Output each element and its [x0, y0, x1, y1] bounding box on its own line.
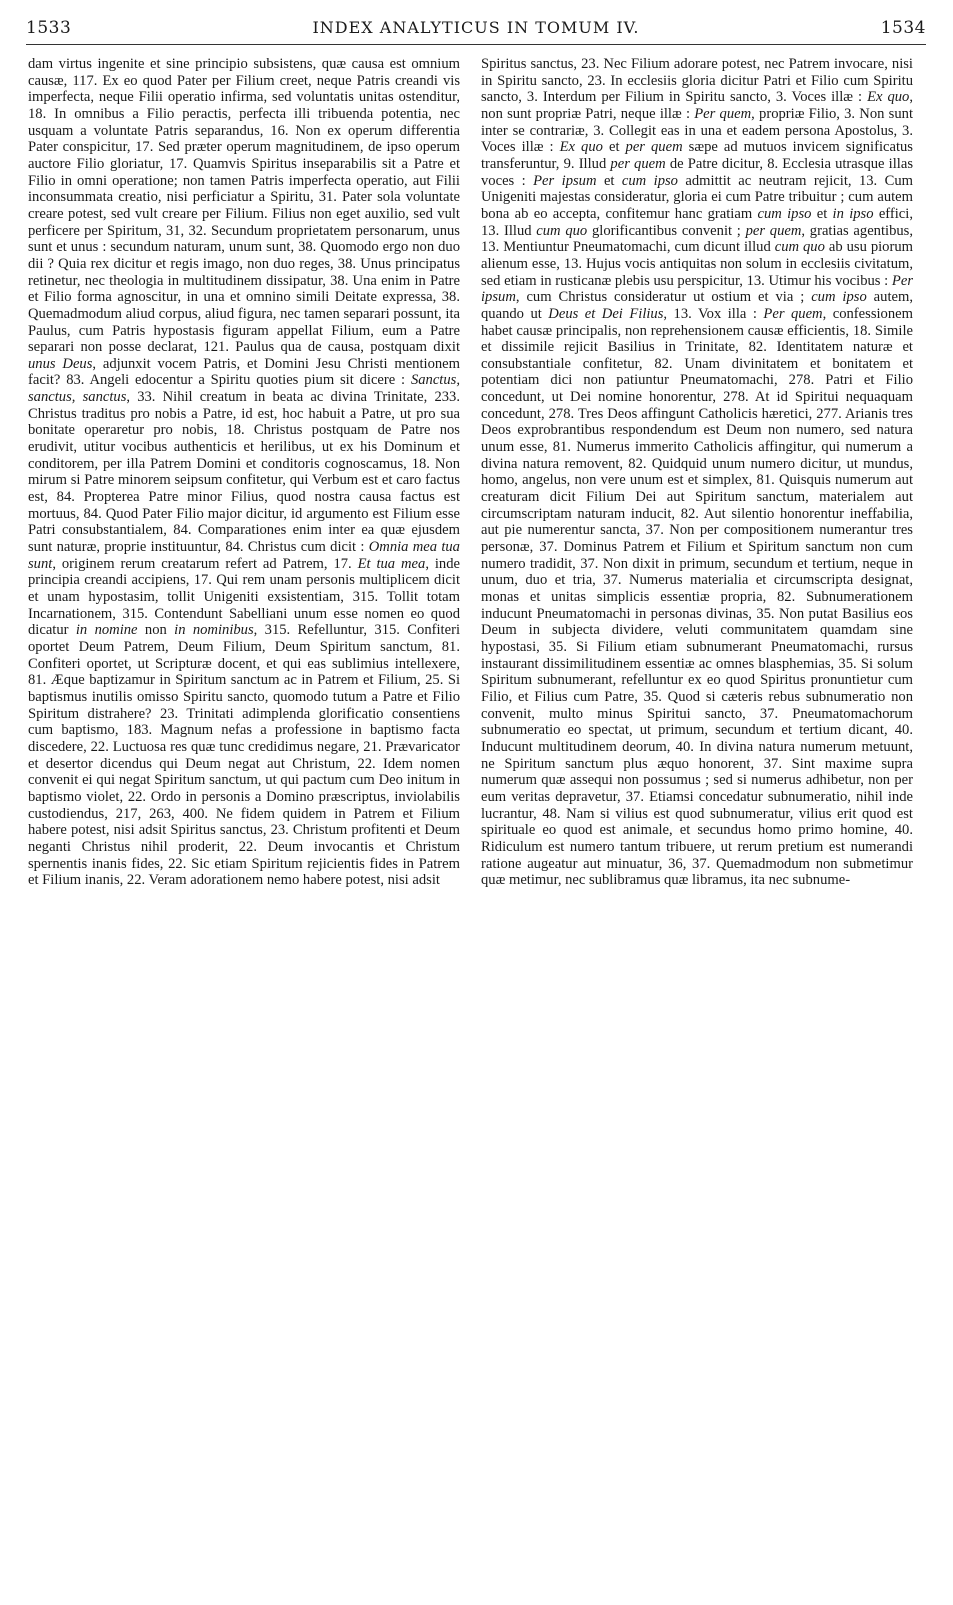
italic-term: Et tua mea: [357, 555, 426, 572]
header-rule: [26, 44, 926, 45]
italic-term: Per quem: [763, 305, 823, 322]
text-run: sæpe ad mutuos invicem significatus transferuntur, 9. Illud: [481, 139, 913, 172]
italic-term: Sanctus, sanctus, sanctus: [28, 372, 460, 406]
text-run: , 13. Vox illa :: [663, 305, 764, 322]
text-run: de Patre dicitur, 8. Ecclesia utrasque illas voces :: [481, 155, 913, 189]
italic-term: Ex quo: [867, 89, 910, 106]
text-run: , confessionem habet causæ principalis, non reprehensionem causæ efficientis, 18. Simile et dissimile rejicit Basilius in Trinitate, 82. Identitatem naturæ et consubstantiale confitetur, 82. Unam divinitatem et bonitatem et potentiam dici non patiuntur Pneumatomachi, 278. Patri et Filio concedunt, ut Dei nomine honorentur, 278. At id Spiritui nequaquam concedunt, 278. Tres Deos affingunt Catholicis hæretici, 277. Arianis tres Deos exprobrantibus respondendum est Deum non numero, sed natura unum esse, 81. Numerus immerito Catholicis affingitur, qui numerum a divina natura removent, 82. Quidquid unum numero dicitur, ut mundus, homo, angelus, non vere unum est et simplex, 81. Quisquis numerum aut creaturam dicit Filium Dei aut Spiritum sanctum, materialem aut circumscriptam naturam inducit, 82. Aut silentio honorentur ineffabilia, aut pie numerentur sancta, 37. Non per compositionem numerantur tres personæ, 37. Dominus Patrem et Filium et Spiritum sanctum non cum numero tradidit, 37. Non dixit in primum, secundum et tertium, neque in unum, duo et tria, 37. Numerus materialia et circumscripta designat, monas et unitas simplicis essentiæ propria, 82. Subnumerationem inducunt Pneumatomachi in personas divinas, 35. Non putat Basilius eos Deum in subjecta dividere, veluti communitatem quamdam sine hypostasi, 35. Si Filium etiam subnumerant Pneumatomachi, rursus instaurant dissimilitudinem essentiæ ac omnes blasphemias, 35. Si solum Spiritum subnumerant, refelluntur ex eo quod Spiritus pronuntietur cum Filio, et Filius cum Patre, 35. Quod si cæteris rebus subnumeratio non convenit, multo minus Spiritui sancto, 37. Pneumatomachorum subnumeratio eo spectat, ut primum, secundum et tertium dicant, 40. Inducunt multitudinem deorum, 40. In divina natura numerum metuunt, ne Spiritum sanctum plus æquo honorent, 37. Sint maxime supra numerum quæ assequi non possumus ; sed si numerus adhibetur, non per eum veritas depravetur, 37. Etiamsi concedatur subnumeratio, nihil inde lucrantur, 48. Nam si vilius est quod subnumeratur, vilius erit quod est spirituale eo quod est animale, et secundus homo primo homine, 40. Ridiculum est numero tantum tribuere, ut rerum pretium est numerandi ratione augeatur aut minuatur, 36, 37. Quemadmodum non submetimur quæ metimur, nec sublibramus quæ libramus, ita nec subnume-: [481, 305, 913, 889]
running-title: INDEX ANALYTICUS IN TOMUM IV.: [312, 18, 640, 37]
text-run: , gratias agentibus, 13. Mentiuntur Pneumatomachi, cum dicunt illud: [481, 222, 913, 256]
italic-term: Per ipsum: [533, 172, 597, 189]
text-run: et: [811, 205, 833, 222]
text-run: , originem rerum creatarum refert ad Patrem, 17.: [52, 555, 358, 572]
italic-term: cum quo: [774, 239, 825, 256]
left-column-text: [28, 56, 460, 889]
page-number-right: 1534: [880, 18, 926, 38]
text-run: ab usu piorum alienum esse, 13. Hujus vocis antiquitas non solum in ecclesiis civitatum, sed etiam in rusticanæ plebis usu perspicitur, 13. Utimur his vocibus :: [481, 239, 913, 289]
italic-term: in ipso: [832, 205, 874, 222]
italic-term: Ex quo: [559, 139, 603, 156]
right-column: [481, 56, 913, 1586]
right-column-text: [481, 56, 913, 889]
italic-term: Per ipsum: [481, 272, 913, 306]
text-run: admittit ac neutram rejicit, 13. Cum Unigeniti majestas consideratur, gloria ei cum Patre tribuitur ; cum autem bona ab eo accepta, confitemur hanc gratiam: [481, 172, 913, 222]
text-run: Spiritus sanctus, 23. Nec Filium adorare potest, nec Patrem invocare, nisi in Spiritu sancto, 23. In ecclesiis gloria dicitur Patri et Filio cum Spiritu sancto, 3. Interdum per Filium in Spiritu sancto, 3. Voces illæ :: [481, 56, 913, 106]
italic-term: cum ipso: [621, 172, 678, 189]
italic-term: cum ipso: [811, 289, 867, 306]
italic-term: per quem: [625, 139, 683, 156]
italic-term: Omnia mea tua sunt: [28, 539, 460, 572]
text-run: et: [596, 172, 622, 189]
italic-term: in nomine: [75, 622, 138, 639]
italic-term: Deus et Dei Filius: [548, 305, 664, 322]
text-run: glorificantibus convenit ;: [587, 222, 746, 239]
text-run: autem, quando ut: [481, 289, 913, 322]
text-run: non: [137, 622, 175, 639]
text-run: , adjunxit vocem Patris, et Domini Jesu Christi mentionem facit? 83. Angeli edocentur a Spiritu quoties pium sit dicere :: [28, 355, 460, 389]
italic-term: unus Deus: [28, 355, 93, 372]
text-run: , 315. Refelluntur, 315. Confiteri oportet Deum Patrem, Deum Filium, Deum Spiritum sanctum, 81. Confiteri oportet, ut Scripturæ docent, et qui eas sublimius intellexere, 81. Æque baptizamur in Spiritum sanctum ac in Patrem et Filium, 25. Si baptismus inutilis omisso Spiritu sancto, quomodo tutum a Patre et Filio Spiritum distrahere? 23. Trinitati adimplenda glorificatio consentiens cum baptismo, 183. Magnum nefas a professione in baptismo facta discedere, 22. Luctuosa res quæ tunc credidimus negare, 21. Prævaricator et desertor dicendus qui Deum negat aut Christum, 22. Idem nomen convenit ei qui negat Spiritum sanctum, ut qui pactum cum Deo initum in baptismo violet, 22. Ordo in personis a Domino præscriptus, inviolabilis custodiendus, 217, 263, 400. Ne fidem quidem in Patrem et Filium habere potest, nisi adsit Spiritus sanctus, 23. Christum profitenti et Deum neganti Christus nihil proderit, 22. Deum invocantis et Christum spernentis inanis fides, 22. Sic etiam Spiritum rejicientis fides in Patrem et Filium inanis, 22. Veram adorationem nemo habere potest, nisi adsit: [28, 622, 460, 889]
text-run: effici, 13. Illud: [481, 205, 913, 239]
italic-term: in nominibus: [174, 622, 254, 639]
italic-term: per quem: [745, 222, 802, 239]
text-run: , inde principia creandi accipiens, 17. Qui rem unam personis multiplicem dicit et unam hypostasim, tollit Unigeniti exsistentiam, 315. Tollit totam Incarnationem, 315. Contendunt Sabelliani unum esse nomen eo quod dicatur: [28, 555, 460, 639]
text-run: , propriæ Filio, 3. Non sunt inter se contrariæ, 3. Collegit eas in una et eadem persona Apostolus, 3. Voces illæ :: [481, 105, 913, 156]
italic-term: cum ipso: [757, 205, 812, 222]
text-run: dam virtus ingenite et sine principio subsistens, quæ causa est omnium causæ, 117. Ex eo quod Pater per Filium creet, neque Patris creandi vis imperfecta, neque Filii operatio infirma, sed voluntatis unitas ostenditur, 18. In omnibus a Filio peractis, perfecta illi tribuenda potentia, nec usquam a voluntate Patris separandus, 16. Non ex operum differentia Pater conspicitur, 17. Sed præter operum magnitudinem, de ipso operum auctore Filio gloriatur, 17. Quamvis Spiritus inseparabilis sit a Patre et Filio in omni operatione; non tamen Patris imperfecta operatio, aut Filii inconsummata creatio, nisi perficiatur a Spiritu, 31. Pater sola voluntate creare potest, sed vult creare per Filium. Filius non eget auxilio, sed vult perficere per Spiritum, 31, 32. Secundum proprietatem personarum, unus sunt et unus : secundum naturam, unum sunt, 38. Quomodo ergo non duo dii ? Quia rex dicitur et regis imago, non duo reges, 38. Unus principatus retinetur, nec theologia in multitudinem dissipatur, 38. Una enim in Patre et Filio forma agnoscitur, in una et omnino simili Deitate expressa, 38. Quemadmodum aliud corpus, aliud figura, nec tamen separari possunt, ita Paulus, cum Patris hypostasis figuram appellat Filium, eum a Patre separari non posse declarat, 121. Paulus qua de causa, postquam dixit: [28, 56, 460, 356]
italic-term: per quem: [610, 155, 666, 172]
page-header: [26, 14, 926, 44]
text-run: et: [602, 139, 626, 156]
left-column: [28, 56, 460, 1586]
italic-term: cum quo: [536, 222, 588, 239]
text-run: , cum Christus consideratur ut ostium et via ;: [515, 289, 812, 306]
page-number-left: 1533: [26, 18, 72, 38]
italic-term: Per quem: [694, 105, 752, 122]
text-run: , non sunt propriæ Patri, neque illæ :: [481, 89, 913, 122]
text-run: , 33. Nihil creatum in beata ac divina Trinitate, 233. Christus traditus pro nobis a Patre, id est, hoc habuit a Patre, ut pro sua bonitate operaretur pro nobis, 18. Christus postquam de Patre nos erudivit, utitur vocibus authenticis et herilibus, ut ex his Dominum et conditorem, per illa Patrem Domini et conditoris cognoscamus, 18. Non mirum si Patre minorem seipsum confitetur, qui Verbum est et caro factus est, 84. Propterea Patre minor Filius, quod nostra causa factus est mortuus, 84. Quod Pater Filio major dicitur, id argumento est Filium esse Patri consubstantialem, 84. Comparationes enim inter ea quæ ejusdem sunt naturæ, proprie instituuntur, 84. Christus cum dicit :: [28, 389, 460, 556]
